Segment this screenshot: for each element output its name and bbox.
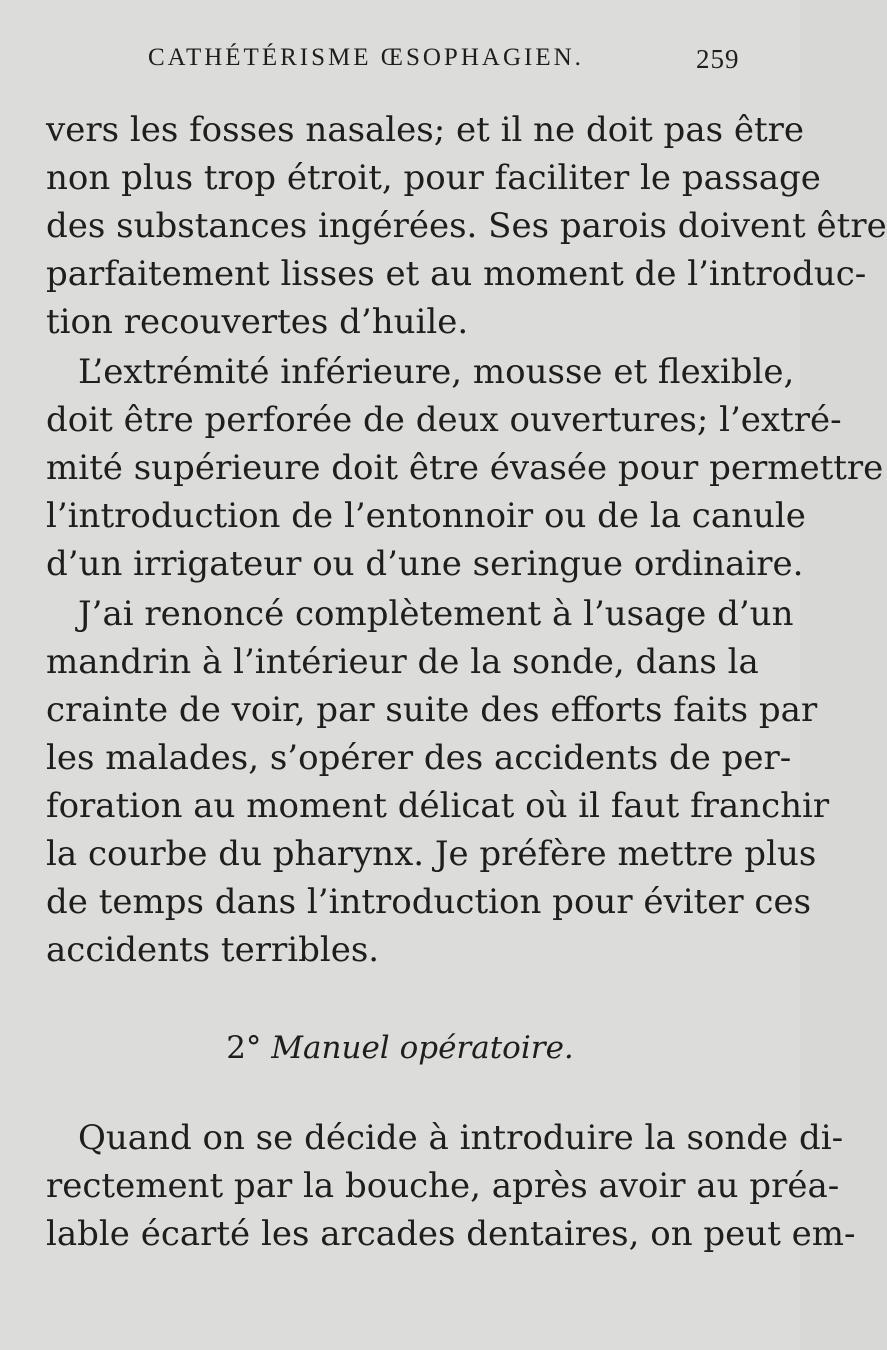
text-line: d’un irrigateur ou d’une seringue ordinaire. [46, 544, 804, 584]
text-line: des substances ingérées. Ses parois doivent être [46, 206, 887, 246]
text-line: vers les fosses nasales; et il ne doit pas être [46, 110, 805, 150]
text-line: accidents terribles. [46, 930, 380, 970]
text-line: la courbe du pharynx. Je préfère mettre plus [46, 834, 817, 874]
text-line: Quand on se décide à introduire la sonde di- [78, 1118, 844, 1158]
section-heading [0, 1030, 800, 1066]
text-line: doit être perforée de deux ouvertures; l’extré- [46, 400, 842, 440]
text-line: crainte de voir, par suite des efforts faits par [46, 690, 818, 730]
text-line: tion recouvertes d’huile. [46, 302, 469, 342]
section-title: Manuel opératoire. [271, 1030, 574, 1066]
text-line: foration au moment délicat où il faut franchir [46, 786, 830, 826]
text-line: non plus trop étroit, pour faciliter le passage [46, 158, 821, 198]
page-number: 259 [696, 44, 740, 74]
text-line: les malades, s’opérer des accidents de per- [46, 738, 792, 778]
text-line: J’ai renoncé complètement à l’usage d’un [78, 594, 794, 634]
text-line: L’extrémité inférieure, mousse et flexible, [78, 352, 795, 392]
section-number: 2° [226, 1030, 262, 1066]
text-line: rectement par la bouche, après avoir au préa- [46, 1166, 840, 1206]
text-line: mandrin à l’intérieur de la sonde, dans la [46, 642, 759, 682]
text-line: de temps dans l’introduction pour éviter ces [46, 882, 812, 922]
text-line: parfaitement lisses et au moment de l’introduc- [46, 254, 867, 294]
text-line: mité supérieure doit être évasée pour permettre [46, 448, 884, 488]
running-title: CATHÉTÉRISME ŒSOPHAGIEN. [148, 44, 584, 71]
text-line: lable écarté les arcades dentaires, on peut em- [46, 1214, 856, 1254]
text-line: l’introduction de l’entonnoir ou de la canule [46, 496, 806, 536]
